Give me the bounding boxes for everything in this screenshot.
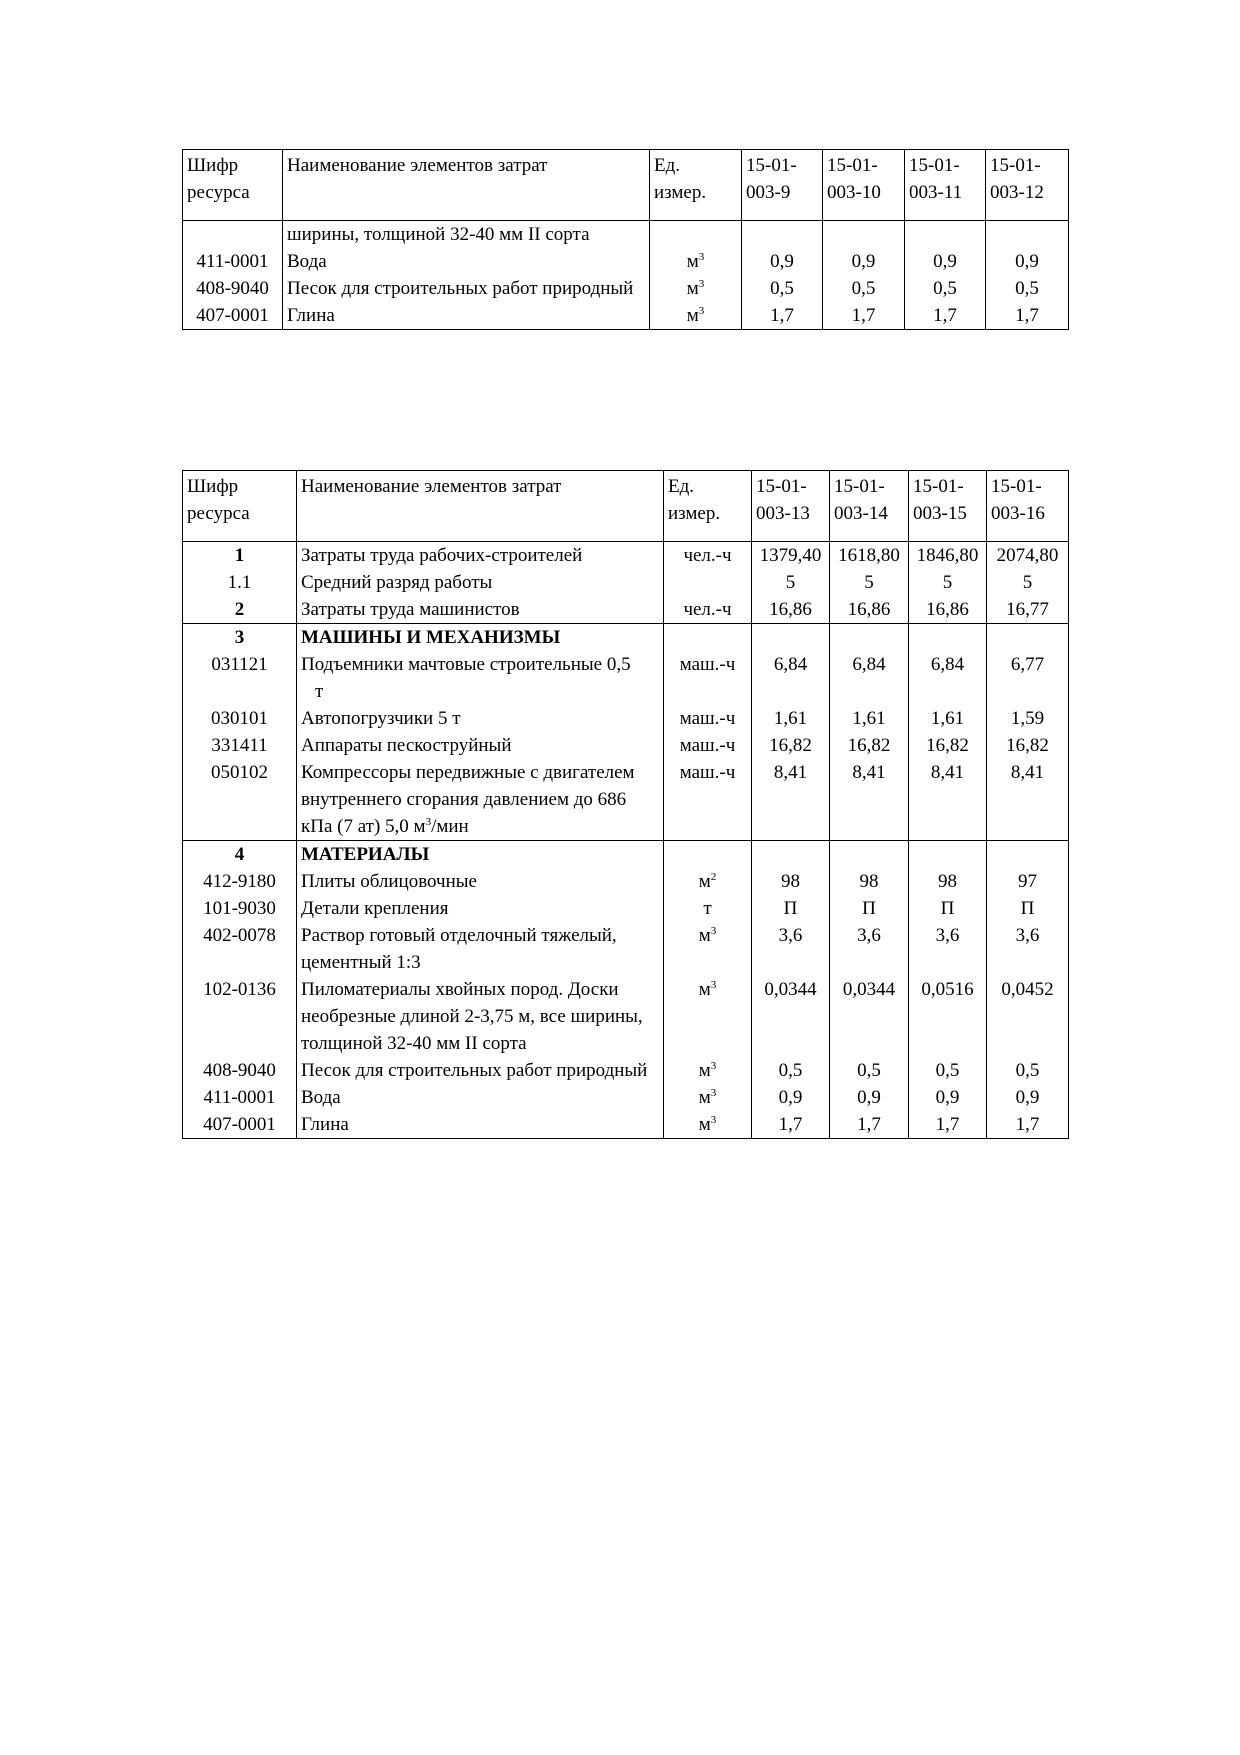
value-cell: 3,6 xyxy=(752,922,830,976)
value-cell: 98 xyxy=(909,868,987,895)
value-cell: 1379,40 xyxy=(752,542,830,570)
superscript: 3 xyxy=(710,979,717,991)
value-cell: 5 xyxy=(987,569,1069,596)
value-cell: 0,5 xyxy=(752,1057,830,1084)
table-row xyxy=(183,759,1069,841)
resource-name: Детали крепления xyxy=(297,895,664,922)
value-cell: 16,82 xyxy=(752,732,830,759)
value-cell: 16,82 xyxy=(987,732,1069,759)
table-row xyxy=(183,569,1069,596)
resource-code: 411-0001 xyxy=(183,248,283,275)
resource-name: МАТЕРИАЛЫ xyxy=(297,841,664,869)
section-row xyxy=(183,624,1069,652)
value-cell: 5 xyxy=(909,569,987,596)
value-cell: 0,9 xyxy=(823,248,905,275)
header-col-4: 15-01- 003-12 xyxy=(986,150,1069,221)
resource-name: Компрессоры передвижные с двигателем внутреннего сгорания давлением до 686 кПа (7 ат) 5,0 $м^3$/мин xyxy=(297,759,664,841)
superscript: 3 xyxy=(698,251,705,263)
resource-name: Глина xyxy=(283,302,650,330)
value-cell: 0,5 xyxy=(905,275,986,302)
norms-table-1 xyxy=(182,149,1069,330)
unit: $м^3$ xyxy=(664,922,752,976)
unit: $м^3$ xyxy=(664,1057,752,1084)
unit: маш.-ч xyxy=(664,732,752,759)
header-name: Наименование элементов затрат xyxy=(283,150,650,221)
header-col-2: 15-01- 003-10 xyxy=(823,150,905,221)
value-cell: 1,7 xyxy=(987,1111,1069,1139)
superscript: 2 xyxy=(710,871,717,883)
resource-name: Подъемники мачтовые строительные 0,5 т xyxy=(297,651,664,705)
value-cell: 1,61 xyxy=(752,705,830,732)
superscript: 3 xyxy=(710,1087,717,1099)
resource-code: 3 xyxy=(183,624,297,652)
unit xyxy=(664,624,752,652)
header-unit: Ед. измер. xyxy=(664,471,752,542)
resource-name: Глина xyxy=(297,1111,664,1139)
value-cell: 1,7 xyxy=(909,1111,987,1139)
value-cell xyxy=(909,841,987,869)
unit: $м^3$ xyxy=(664,976,752,1057)
resource-code: 2 xyxy=(183,596,297,624)
unit xyxy=(664,841,752,869)
resource-name: Автопогрузчики 5 т xyxy=(297,705,664,732)
resource-code: 4 xyxy=(183,841,297,869)
header-col-1: 15-01- 003-9 xyxy=(742,150,823,221)
unit: маш.-ч xyxy=(664,705,752,732)
value-cell: П xyxy=(909,895,987,922)
superscript: 3 xyxy=(425,816,432,828)
resource-name: Затраты труда рабочих-строителей xyxy=(297,542,664,570)
value-cell: 0,0452 xyxy=(987,976,1069,1057)
resource-name: Вода xyxy=(283,248,650,275)
value-cell: 5 xyxy=(830,569,909,596)
value-cell: 3,6 xyxy=(909,922,987,976)
value-cell: 6,77 xyxy=(987,651,1069,705)
unit: чел.-ч xyxy=(664,596,752,624)
resource-code: 102-0136 xyxy=(183,976,297,1057)
table-row xyxy=(183,895,1069,922)
value-cell: 8,41 xyxy=(909,759,987,841)
unit: $м^3$ xyxy=(664,1084,752,1111)
header-col-1: 15-01- 003-13 xyxy=(752,471,830,542)
norms-table-2 xyxy=(182,470,1069,1139)
value-cell: 0,0516 xyxy=(909,976,987,1057)
unit: $м^2$ xyxy=(664,868,752,895)
header-col-4: 15-01- 003-16 xyxy=(987,471,1069,542)
table-row xyxy=(183,221,1069,249)
resource-name: Плиты облицовочные xyxy=(297,868,664,895)
unit: $м^3$ xyxy=(650,302,742,330)
table-row xyxy=(183,732,1069,759)
resource-code: 1.1 xyxy=(183,569,297,596)
value-cell: 16,86 xyxy=(909,596,987,624)
value-cell: 8,41 xyxy=(752,759,830,841)
header-col-2: 15-01- 003-14 xyxy=(830,471,909,542)
table-row xyxy=(183,1057,1069,1084)
superscript: 3 xyxy=(710,925,717,937)
resource-name: Затраты труда машинистов xyxy=(297,596,664,624)
table-row xyxy=(183,542,1069,570)
header-code: Шифр ресурса xyxy=(183,150,283,221)
table-row xyxy=(183,705,1069,732)
value-cell: 1,61 xyxy=(909,705,987,732)
value-cell: 98 xyxy=(830,868,909,895)
header-code: Шифр ресурса xyxy=(183,471,297,542)
resource-name: Песок для строительных работ природный xyxy=(297,1057,664,1084)
resource-name: Средний разряд работы xyxy=(297,569,664,596)
superscript: 3 xyxy=(710,1060,717,1072)
value-cell: 0,9 xyxy=(909,1084,987,1111)
value-cell xyxy=(752,624,830,652)
value-cell: 1,7 xyxy=(986,302,1069,330)
value-cell xyxy=(909,624,987,652)
unit: т xyxy=(664,895,752,922)
resource-name: МАШИНЫ И МЕХАНИЗМЫ xyxy=(297,624,664,652)
value-cell xyxy=(752,841,830,869)
value-cell: 0,5 xyxy=(742,275,823,302)
value-cell: 6,84 xyxy=(752,651,830,705)
table-header-row xyxy=(183,150,1069,221)
resource-code: 407-0001 xyxy=(183,1111,297,1139)
value-cell: 6,84 xyxy=(830,651,909,705)
unit: чел.-ч xyxy=(664,542,752,570)
value-cell: П xyxy=(987,895,1069,922)
resource-name: Песок для строительных работ природный xyxy=(283,275,650,302)
table-row xyxy=(183,1111,1069,1139)
value-cell: 1,7 xyxy=(752,1111,830,1139)
value-cell: 16,77 xyxy=(987,596,1069,624)
table-row xyxy=(183,248,1069,275)
unit: маш.-ч xyxy=(664,759,752,841)
value-cell: 0,9 xyxy=(752,1084,830,1111)
value-cell: 0,0344 xyxy=(752,976,830,1057)
value-cell: 0,5 xyxy=(830,1057,909,1084)
value-cell: 5 xyxy=(752,569,830,596)
resource-code: 101-9030 xyxy=(183,895,297,922)
value-cell xyxy=(987,624,1069,652)
value-cell: 0,9 xyxy=(830,1084,909,1111)
value-cell: 0,9 xyxy=(742,248,823,275)
value-cell: 1,59 xyxy=(987,705,1069,732)
value-cell: 1618,80 xyxy=(830,542,909,570)
header-col-3: 15-01- 003-11 xyxy=(905,150,986,221)
table-row xyxy=(183,868,1069,895)
resource-code: 031121 xyxy=(183,651,297,705)
value-cell: 98 xyxy=(752,868,830,895)
superscript: 3 xyxy=(698,305,705,317)
value-cell: П xyxy=(830,895,909,922)
unit xyxy=(664,569,752,596)
value-cell: 2074,80 xyxy=(987,542,1069,570)
value-cell: 6,84 xyxy=(909,651,987,705)
value-cell: 97 xyxy=(987,868,1069,895)
value-cell: 16,82 xyxy=(830,732,909,759)
header-unit: Ед. измер. xyxy=(650,150,742,221)
header-col-3: 15-01- 003-15 xyxy=(909,471,987,542)
resource-code: 407-0001 xyxy=(183,302,283,330)
value-cell xyxy=(987,841,1069,869)
value-cell: 1,7 xyxy=(830,1111,909,1139)
table-row xyxy=(183,596,1069,624)
value-cell: 0,9 xyxy=(986,248,1069,275)
unit: $м^3$ xyxy=(650,248,742,275)
value-cell: 16,86 xyxy=(752,596,830,624)
value-cell: 0,5 xyxy=(823,275,905,302)
resource-name-continuation: т xyxy=(315,681,324,702)
unit: $м^3$ xyxy=(664,1111,752,1139)
value-cell: 0,5 xyxy=(986,275,1069,302)
value-cell: П xyxy=(752,895,830,922)
value-cell: 1,61 xyxy=(830,705,909,732)
resource-code: 411-0001 xyxy=(183,1084,297,1111)
value-cell: 16,86 xyxy=(830,596,909,624)
value-cell: 3,6 xyxy=(987,922,1069,976)
unit: $м^3$ xyxy=(650,275,742,302)
resource-name: Вода xyxy=(297,1084,664,1111)
superscript: 3 xyxy=(710,1114,717,1126)
value-cell: 1846,80 xyxy=(909,542,987,570)
resource-code: 402-0078 xyxy=(183,922,297,976)
resource-code: 1 xyxy=(183,542,297,570)
continuation-text: ширины, толщиной 32-40 мм II сорта xyxy=(283,221,650,249)
resource-code: 408-9040 xyxy=(183,275,283,302)
resource-code: 050102 xyxy=(183,759,297,841)
superscript: 3 xyxy=(698,278,705,290)
value-cell xyxy=(830,624,909,652)
value-cell: 0,5 xyxy=(909,1057,987,1084)
unit: маш.-ч xyxy=(664,651,752,705)
value-cell: 1,7 xyxy=(905,302,986,330)
value-cell xyxy=(830,841,909,869)
resource-code: 331411 xyxy=(183,732,297,759)
value-cell: 0,9 xyxy=(905,248,986,275)
resource-code: 412-9180 xyxy=(183,868,297,895)
table-row xyxy=(183,1084,1069,1111)
value-cell: 0,9 xyxy=(987,1084,1069,1111)
table-row xyxy=(183,922,1069,976)
value-cell: 8,41 xyxy=(987,759,1069,841)
section-row xyxy=(183,841,1069,869)
value-cell: 0,5 xyxy=(987,1057,1069,1084)
value-cell: 1,7 xyxy=(823,302,905,330)
resource-code: 408-9040 xyxy=(183,1057,297,1084)
resource-name: Аппараты пескоструйный xyxy=(297,732,664,759)
resource-name: Раствор готовый отделочный тяжелый, цементный 1:3 xyxy=(297,922,664,976)
table-row xyxy=(183,302,1069,330)
table-row xyxy=(183,275,1069,302)
value-cell: 8,41 xyxy=(830,759,909,841)
value-cell: 0,0344 xyxy=(830,976,909,1057)
value-cell: 1,7 xyxy=(742,302,823,330)
table-header-row xyxy=(183,471,1069,542)
table-row xyxy=(183,651,1069,705)
table-row xyxy=(183,976,1069,1057)
header-name: Наименование элементов затрат xyxy=(297,471,664,542)
resource-name: Пиломатериалы хвойных пород. Доски необрезные длиной 2-3,75 м, все ширины, толщиной 32-40 мм II сорта xyxy=(297,976,664,1057)
value-cell: 16,82 xyxy=(909,732,987,759)
resource-code: 030101 xyxy=(183,705,297,732)
value-cell: 3,6 xyxy=(830,922,909,976)
